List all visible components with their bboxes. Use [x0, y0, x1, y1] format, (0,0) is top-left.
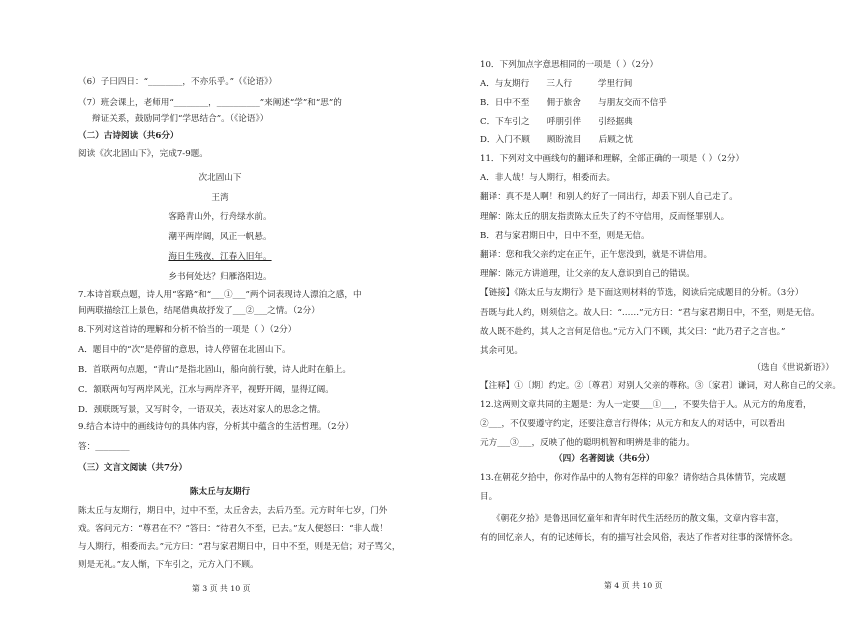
question-12: 12.这两则文章共同的主题是：为人一定要___①___，不要失信于人。从元方的角度看，	[480, 400, 812, 410]
option-10a: A．与友期行 三人行 学里行间	[480, 79, 633, 89]
question-7: 7.本诗首联点题，诗人用“客路”和“___①___”两个词表现诗人漂泊之感，中	[78, 290, 362, 300]
option-8b: B．首联两句点题，“青山”是指北固山，船向前行驶，诗人此时在船上。	[78, 365, 351, 375]
question-12-cont-2: 元方___③___，反映了他的聪明机智和明辨是非的能力。	[480, 438, 695, 448]
link-passage-3: 其余可见。	[480, 346, 523, 356]
question-10: 10．下列加点字意思相同的一项是（ ）（2分）	[480, 60, 659, 70]
option-10d: D．入门不顾 顾盼流目 后顾之忧	[480, 135, 633, 145]
passage-line-1: 陈太丘与友期行，期日中，过中不至，太丘舍去，去后乃至。元方时年七岁，门外	[78, 506, 388, 516]
item-6: （6）子曰四日：“________，不亦乐乎。”（《论语》）	[78, 77, 278, 87]
right-page	[434, 0, 867, 622]
section-classical-title: （三）文言文阅读（共7分）	[78, 463, 188, 473]
option-11b-understanding: 理解：陈元方讲道理，让父亲的友人意识到自己的错误。	[480, 269, 695, 279]
option-11a-translation: 翻译：真不是人啊！和别人约好了一同出行，却丢下别人自己走了。	[480, 192, 738, 202]
passage-line-2: 戏。客问元方：“尊君在不？”答曰：“待君久不至，已去。”友人便怒曰：“非人哉！	[78, 524, 388, 534]
option-11b-translation: 翻译：您和我父亲约定在正午，正午您没到，就是不讲信用。	[480, 250, 713, 260]
option-11b: B．君与家君期日中，日中不至，则是无信。	[480, 231, 650, 241]
left-page	[0, 0, 433, 622]
passage-title: 陈太丘与友期行	[189, 487, 251, 497]
page-number: 第 4 页 共 10 页	[604, 581, 663, 590]
poem-line-2: 潮平两岸阔，风正一帆悬。	[168, 232, 272, 242]
link-intro: 【链接】《陈太丘与友期行》是下面这则材料的节选，阅读后完成题目的分析。（3分）	[480, 288, 804, 298]
section-classics-title: （四）名著阅读（共6分）	[554, 454, 655, 464]
option-8a: A．题目中的“次”是停留的意思，诗人停留在北固山下。	[78, 345, 291, 355]
page-number: 第 3 页 共 10 页	[192, 584, 251, 593]
poem-title: 次北固山下	[198, 173, 242, 183]
annotation: 【注释】①〔期〕约定。②〔尊君〕对别人父亲的尊称。③〔家君〕谦词，对人称自己的父亲。	[480, 381, 841, 391]
link-source: （选自《世说新语》）	[752, 363, 834, 373]
passage-line-4: 则是无礼。”友人惭，下车引之，元方入门不顾。	[78, 560, 259, 570]
link-passage-1: 吾既与此人约，则须信之。故人曰：“……”元方曰：“君与家君期日中，不至，则是无信。	[480, 308, 820, 318]
question-7-cont: 间两联描绘江上景色，结尾借典故抒发了___②___之情。（2分）	[78, 306, 320, 316]
option-11a: A．非人哉！与人期行，相委而去。	[480, 173, 616, 183]
answer-9: 答：________	[78, 442, 130, 452]
classics-passage-2: 有的回忆亲人，有的记述师长，有的描写社会风俗，表达了作者对往事的深情怀念。	[480, 533, 798, 543]
poem-author: 王湾	[211, 193, 229, 203]
question-11: 11．下列对文中画线句的翻译和理解，全部正确的一项是（ ）（2分）	[480, 154, 745, 164]
link-passage-2: 故人既不赴约，其人之言何足信也。”元方入门不顾，其父曰：“此乃君子之言也。”	[480, 327, 786, 337]
poem-line-1: 客路青山外，行舟绿水前。	[168, 212, 272, 222]
option-10c: C．下车引之 呼朋引伴 引经据典	[480, 117, 633, 127]
item-7: （7）班会课上，老师用“________，__________”来阐述“学”和“思”的	[78, 98, 342, 108]
question-9: 9.结合本诗中的画线诗句的具体内容，分析其中蕴含的生活哲理。（2分）	[78, 422, 354, 432]
poem-line-4: 乡书何处达？归雁洛阳边。	[168, 272, 272, 282]
section-poetry-title: （二）古诗阅读（共6分）	[78, 131, 179, 141]
classics-passage-1: 《朝花夕拾》是鲁迅回忆童年和青年时代生活经历的散文集，文章内容丰富，	[492, 514, 785, 524]
poetry-instruction: 阅读《次北固山下》，完成7-9题。	[78, 149, 208, 159]
question-8: 8.下列对这首诗的理解和分析不恰当的一项是（ ）（2分）	[78, 325, 297, 335]
item-7-cont: 辩证关系，鼓励同学们“学思结合”。（《论语》）	[92, 114, 269, 124]
poem-line-3: 海日生残夜，江春入旧年。	[168, 252, 272, 262]
option-8c: C．颔联两句写两岸风光，江水与两岸齐平，视野开阔，显得辽阔。	[78, 385, 334, 395]
passage-line-3: 与人期行，相委而去。”元方曰：“君与家君期日中，日中不至，则是无信；对子骂父，	[78, 542, 401, 552]
question-12-cont-1: ②___，不仅要遵守约定，还要注意言行得体；从元方和友人的对话中，可以看出	[480, 419, 786, 429]
option-8d: D．颈联既写景，又写时令，一语双关，表达对家人的思念之情。	[78, 405, 326, 415]
option-11a-understanding: 理解：陈太丘的朋友指责陈太丘失了约不守信用，反而怪罪别人。	[480, 212, 730, 222]
question-13: 13.在朝花夕拾中，你对作品中的人物有怎样的印象？请你结合具体情节，完成题	[480, 473, 786, 483]
question-13-cont: 目。	[480, 492, 498, 502]
option-10b: B．日中不至 佣于旅舍 与朋友交而不信乎	[480, 98, 667, 108]
